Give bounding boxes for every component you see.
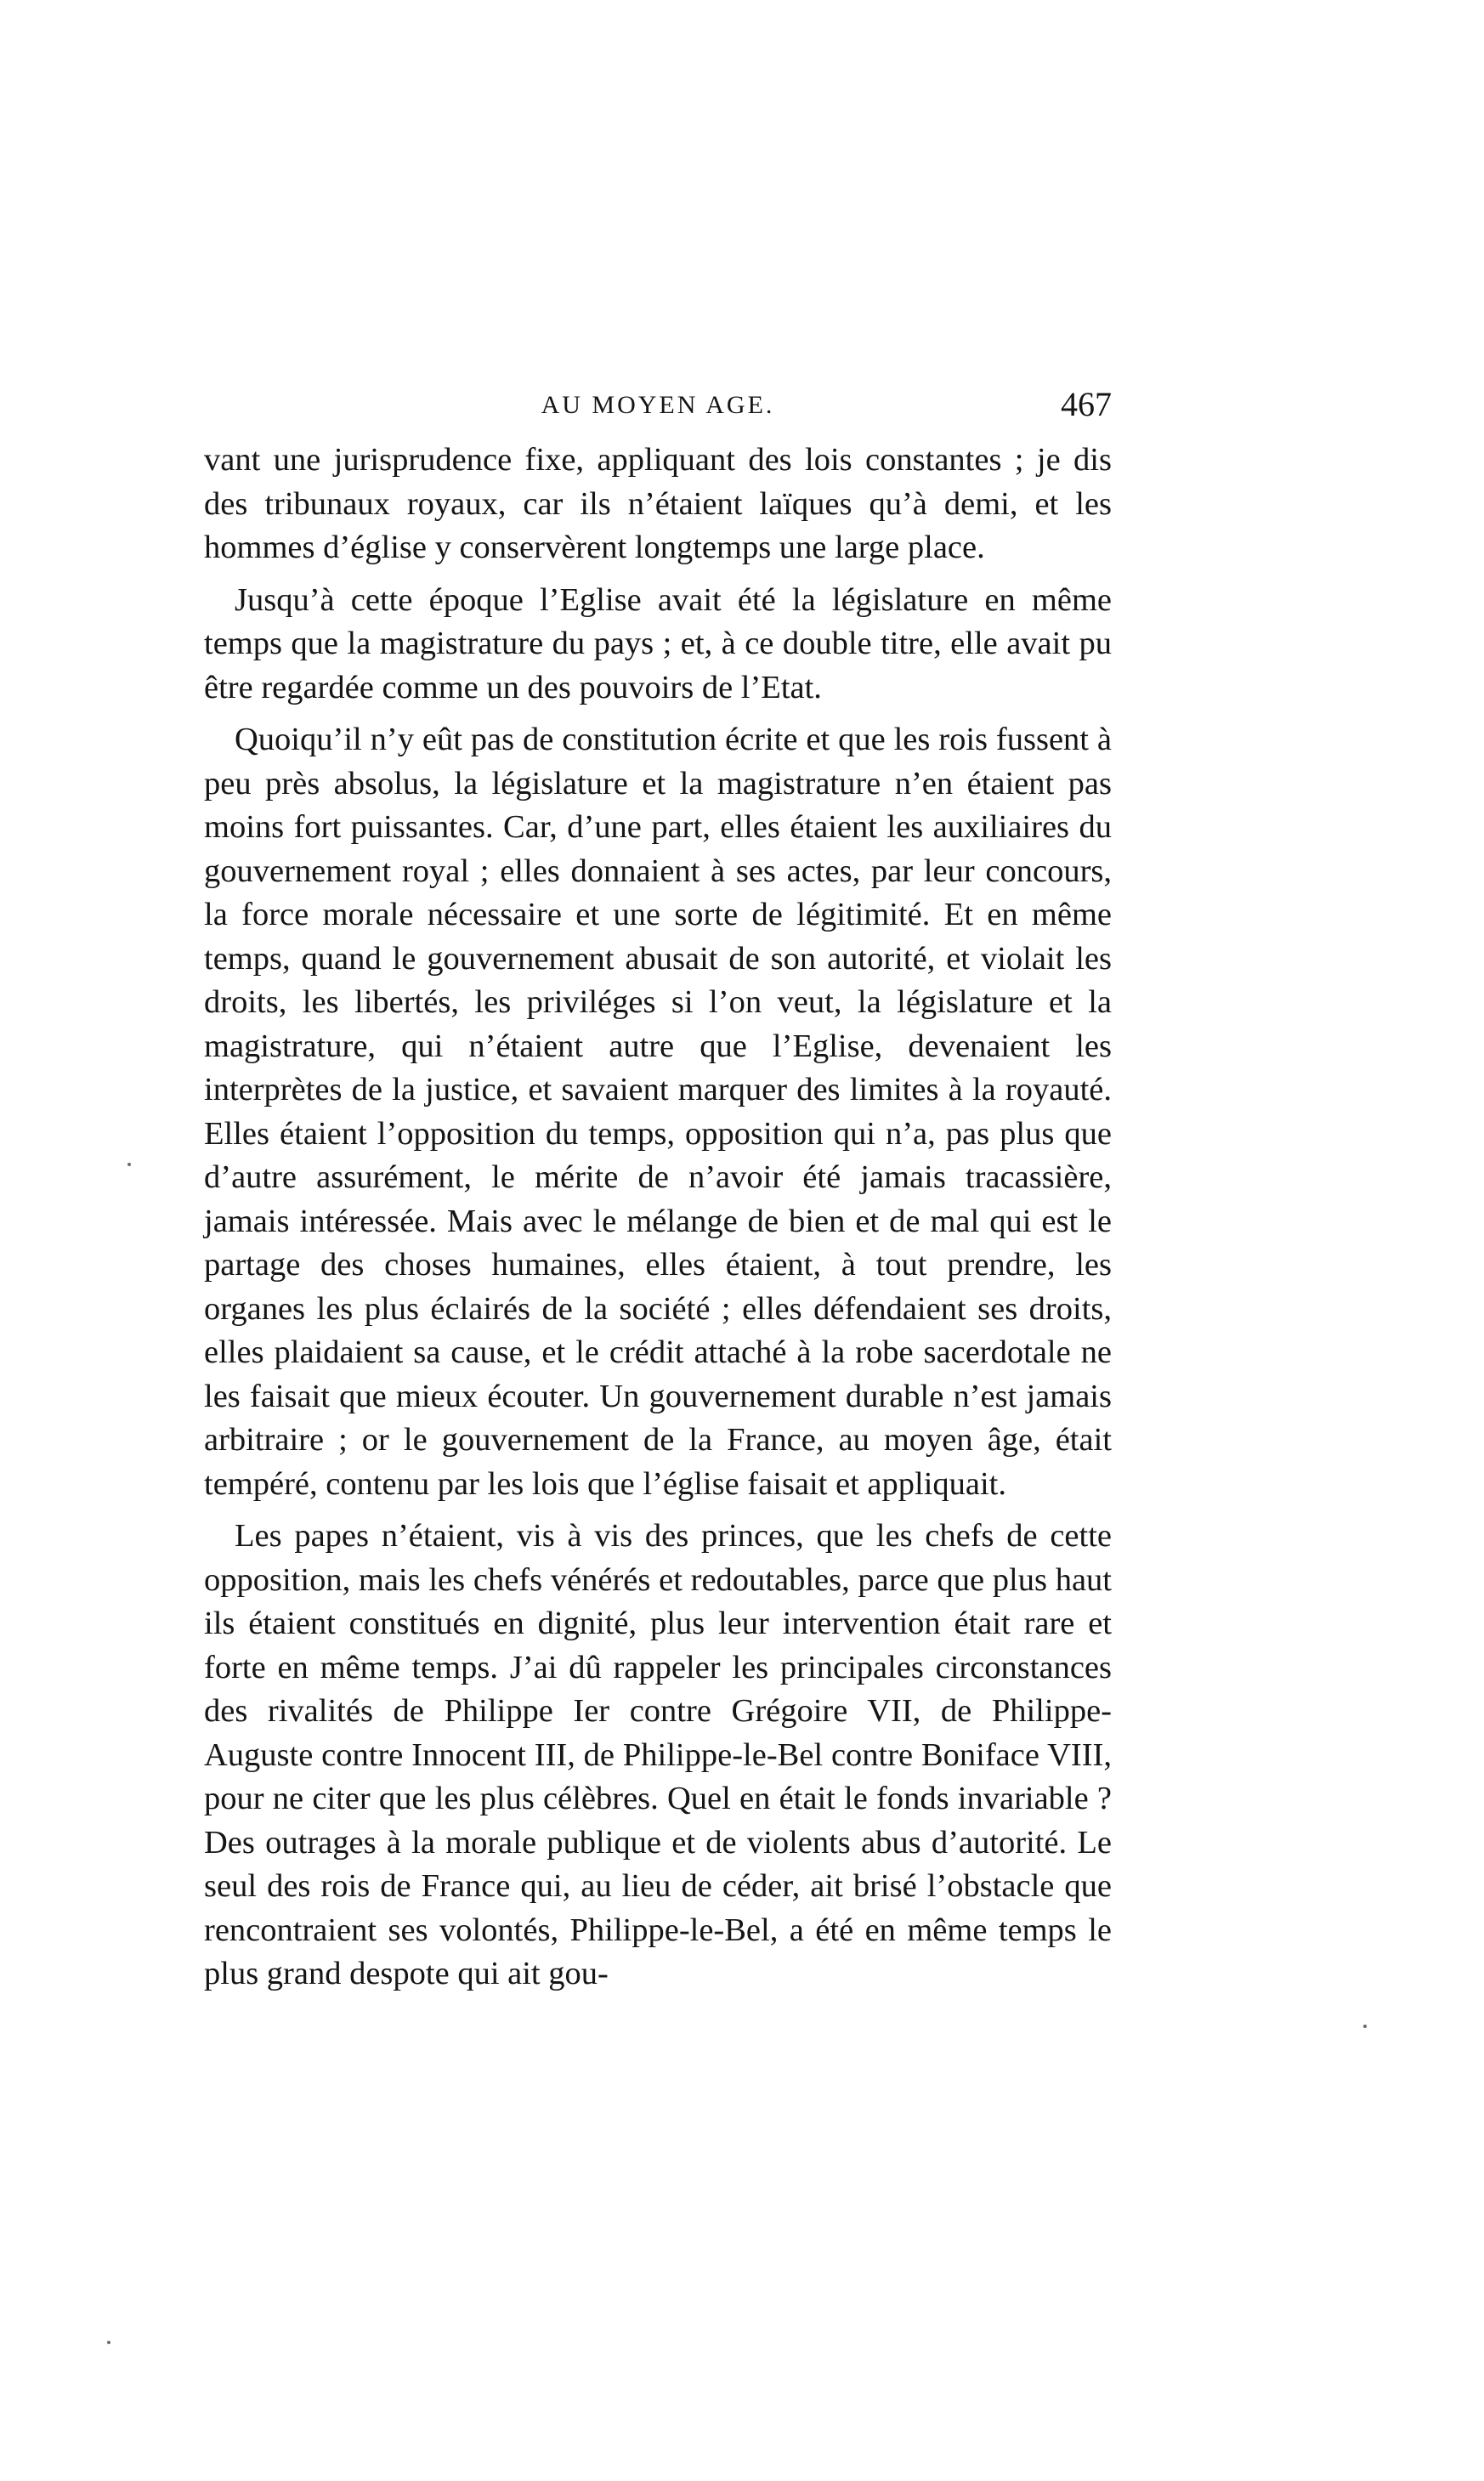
paper-speck xyxy=(107,2341,110,2344)
running-head xyxy=(204,384,1112,435)
page-number: 467 xyxy=(1061,385,1112,423)
paragraph-4: Les papes n’étaient, vis à vis des princes, que les chefs de cette opposition, mais les chefs vénérés et redoutables, parce que plus haut ils étaient constitués en dignité, plus leur intervention était rare et forte en même temps. J’ai dû rappeler les principales circonstances des rivalités de Philippe Ier contre Grégoire VII, de Philippe-Auguste contre Innocent III, de Philippe-le-Bel contre Boniface VIII, pour ne citer que les plus célèbres. Quel en était le fonds invariable ? Des outrages à la morale publique et de violents abus d’autorité. Le seul des rois de France qui, au lieu de céder, ait brisé l’obstacle que rencontraient ses volontés, Philippe-le-Bel, a été en même temps le plus grand despote qui ait gou- xyxy=(204,1518,1112,1991)
paragraph-1: vant une jurisprudence fixe, appliquant des lois constantes ; je dis des tribunaux royaux, car ils n’étaient laïques qu’à demi, et les hommes d’église y conservèrent longtemps une large place. xyxy=(204,442,1112,565)
running-title: AU MOYEN AGE. xyxy=(541,391,775,419)
body-text xyxy=(204,439,1112,2005)
paper-speck xyxy=(1363,2025,1367,2028)
paragraph-2: Jusqu’à cette époque l’Eglise avait été la législature en même temps que la magistrature du pays ; et, à ce double titre, elle avait pu être regardée comme un des pouvoirs de l’Etat. xyxy=(204,581,1112,705)
paragraph-3: Quoiqu’il n’y eût pas de constitution écrite et que les rois fussent à peu près absolus, la législature et la magistrature n’en étaient pas moins fort puissantes. Car, d’une part, elles étaient les auxiliaires du gouvernement royal ; elles donnaient à ses actes, par leur concours, la force morale nécessaire et une sorte de légitimité. Et en même temps, quand le gouvernement abusait de son autorité, et violait les droits, les libertés, les priviléges si l’on veut, la législature et la magistrature, qui n’étaient autre que l’Eglise, devenaient les interprètes de la justice, et savaient marquer des limites à la royauté. Elles étaient l’opposition du temps, opposition qui n’a, pas plus que d’autre assurément, le mérite de n’avoir été jamais tracassière, jamais intéressée. Mais avec le mélange de bien et de mal qui est le partage des choses humaines, elles étaient, à tout prendre, les organes les plus éclairés de la société ; elles défendaient ses droits, elles plaidaient sa cause, et le crédit attaché à la robe sacerdotale ne les faisait que mieux écouter. Un gouvernement durable n’est jamais arbitraire ; or le gouvernement de la France, au moyen âge, était tempéré, contenu par les lois que l’église faisait et appliquait. xyxy=(204,722,1112,1502)
paper-speck xyxy=(127,1163,131,1166)
